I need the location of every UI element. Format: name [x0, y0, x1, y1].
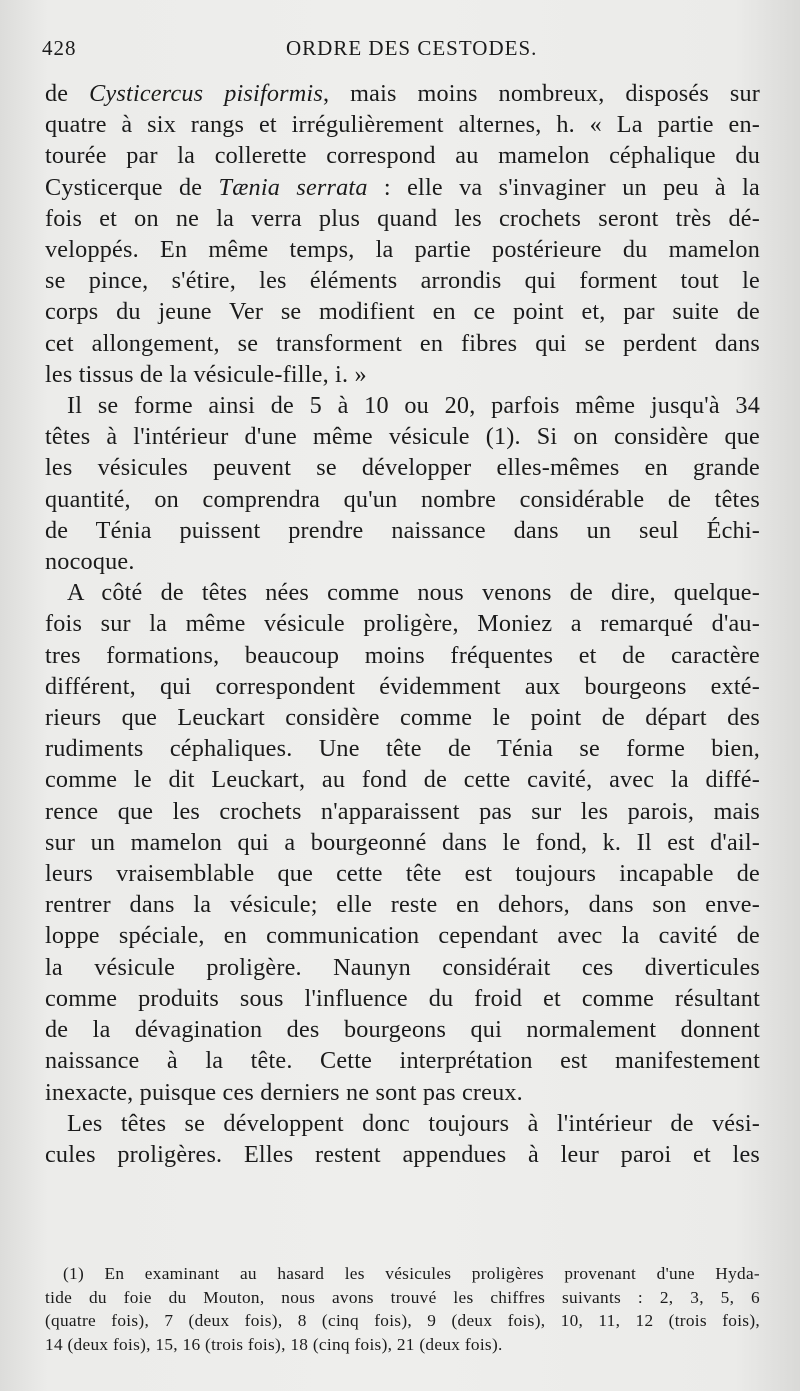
- running-title: ORDRE DES CESTODES.: [286, 36, 538, 60]
- page-number: 428: [42, 36, 77, 60]
- footnote: [45, 1262, 760, 1356]
- italic-term: Cysticercus pisiformis: [89, 80, 323, 107]
- italic-term: Tænia serrata: [218, 173, 368, 201]
- text-line: Cysticerque de Tænia serrata : elle va s'invaginer un peu à la: [45, 173, 760, 201]
- text-line: les tissus de la vésicule-fille, i. »: [45, 360, 367, 388]
- text-line: fois sur la même vésicule proligère, Moniez a remarqué d'au-: [45, 610, 760, 638]
- text-line: loppe spéciale, en communication cependant avec la cavité de: [45, 922, 760, 950]
- text-line: inexacte, puisque ces derniers ne sont pas creux.: [45, 1078, 523, 1106]
- text-line: la vésicule proligère. Naunyn considérait ces diverticules: [45, 953, 760, 981]
- body-text: [45, 78, 760, 1170]
- text-line: comme produits sous l'influence du froid et comme résultant: [45, 984, 760, 1012]
- text-line: les vésicules peuvent se développer elles-mêmes en grande: [45, 454, 760, 482]
- text-line: de la dévagination des bourgeons qui normalement donnent: [45, 1016, 760, 1044]
- text-line: se pince, s'étire, les éléments arrondis qui forment tout le: [45, 267, 760, 295]
- text-line: naissance à la tête. Cette interprétation est manifestement: [45, 1047, 760, 1075]
- text-line: tres formations, beaucoup moins fréquentes et de caractère: [45, 641, 760, 669]
- text-line: comme le dit Leuckart, au fond de cette cavité, avec la diffé-: [45, 766, 760, 794]
- text-line: rentrer dans la vésicule; elle reste en dehors, dans son enve-: [45, 891, 760, 919]
- text-line: cet allongement, se transforment en fibres qui se perdent dans: [45, 329, 760, 357]
- text-line: rieurs que Leuckart considère comme le point de départ des: [45, 704, 760, 732]
- text-line: quatre à six rangs et irrégulièrement alternes, h. « La partie en-: [45, 111, 760, 139]
- text-line: rence que les crochets n'apparaissent pas sur les parois, mais: [45, 797, 760, 825]
- text-line: tourée par la collerette correspond au mamelon céphalique du: [45, 142, 760, 170]
- footnote-line: tide du foie du Mouton, nous avons trouvé les chiffres suivants : 2, 3, 5, 6: [45, 1287, 760, 1307]
- text-line: fois et on ne la verra plus quand les crochets seront très dé-: [45, 204, 760, 232]
- page-header: [42, 36, 758, 68]
- text-line: A côté de têtes nées comme nous venons de dire, quelque-: [67, 579, 760, 607]
- footnote-line: (1) En examinant au hasard les vésicules proligères provenant d'une Hyda-: [63, 1264, 760, 1283]
- text-line: têtes à l'intérieur d'une même vésicule (1). Si on considère que: [45, 423, 760, 451]
- text-line: nocoque.: [45, 548, 135, 576]
- text-line: leurs vraisemblable que cette tête est toujours incapable de: [45, 860, 760, 888]
- text-line: Les têtes se développent donc toujours à l'intérieur de vési-: [67, 1109, 760, 1137]
- text-line: rudiments céphaliques. Une tête de Ténia se forme bien,: [45, 735, 760, 763]
- text-line: sur un mamelon qui a bourgeonné dans le fond, k. Il est d'ail-: [45, 828, 760, 856]
- footnote-line: 14 (deux fois), 15, 16 (trois fois), 18 (cinq fois), 21 (deux fois).: [45, 1334, 503, 1354]
- text-line: de Cysticercus pisiformis, mais moins nombreux, disposés sur: [45, 80, 760, 107]
- text-line: Il se forme ainsi de 5 à 10 ou 20, parfois même jusqu'à 34: [67, 392, 760, 420]
- text-line: de Ténia puissent prendre naissance dans un seul Échi-: [45, 516, 760, 544]
- text-line: différent, qui correspondent évidemment aux bourgeons exté-: [45, 672, 760, 700]
- footnote-line: (quatre fois), 7 (deux fois), 8 (cinq fois), 9 (deux fois), 10, 11, 12 (trois fois),: [45, 1311, 760, 1330]
- text-line: corps du jeune Ver se modifient en ce point et, par suite de: [45, 298, 760, 326]
- text-line: cules proligères. Elles restent appendues à leur paroi et les: [45, 1140, 760, 1168]
- text-line: quantité, on comprendra qu'un nombre considérable de têtes: [45, 485, 760, 513]
- text-line: veloppés. En même temps, la partie postérieure du mamelon: [45, 236, 760, 264]
